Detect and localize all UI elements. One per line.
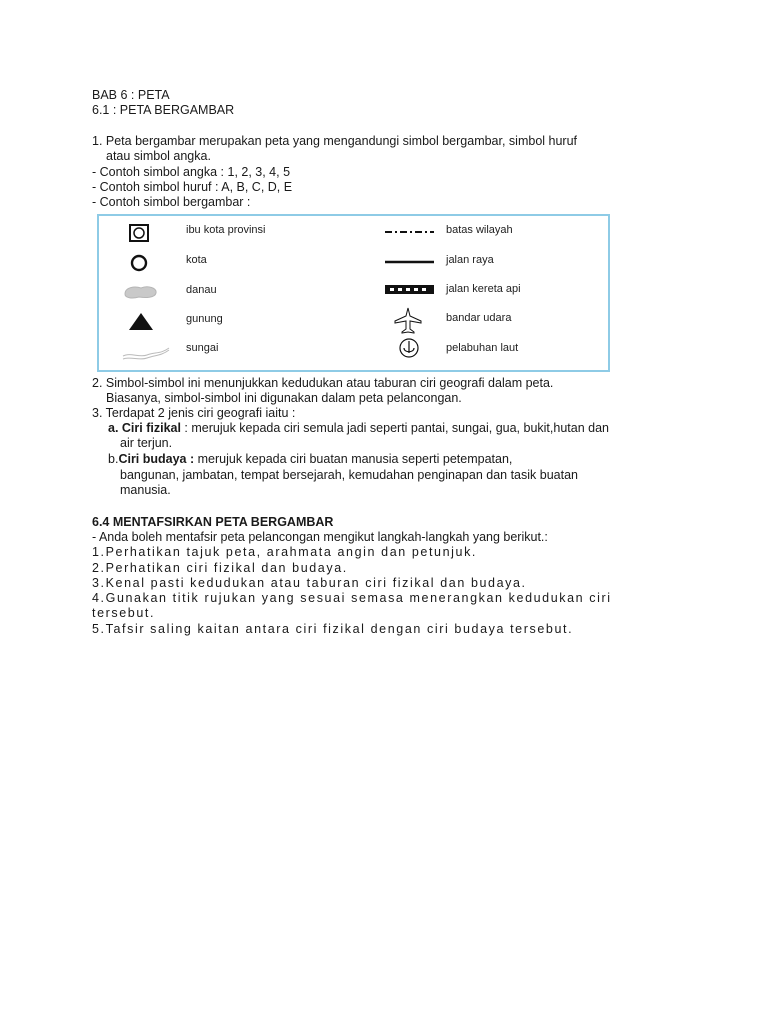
lake-icon: [121, 282, 161, 302]
point-2-line-b: Biasanya, simbol-simbol ini digunakan dalam peta pelancongan.: [106, 391, 462, 405]
section-6-4-intro: - Anda boleh mentafsir peta pelancongan mengikut langkah-langkah yang berikut.:: [92, 530, 548, 544]
railway-icon: [384, 282, 436, 298]
airport-icon: [392, 306, 424, 336]
legend-label-lake: danau: [186, 284, 217, 296]
section-6-4-title: 6.4 MENTAFSIRKAN PETA BERGAMBAR: [92, 515, 334, 529]
legend-label-airport: bandar udara: [446, 312, 512, 324]
item-b-desc: merujuk kepada ciri buatan manusia seperti petempatan,: [194, 452, 513, 466]
legend-label-railway: jalan kereta api: [446, 283, 521, 295]
point-1-line-b: atau simbol angka.: [106, 149, 211, 163]
example-picture-symbol: - Contoh simbol bergambar :: [92, 195, 251, 209]
point-3: 3. Terdapat 2 jenis ciri geografi iaitu :: [92, 406, 296, 420]
item-a-desc: : merujuk kepada ciri semula jadi seperti pantai, sungai, gua, bukit,hutan dan: [180, 421, 609, 435]
point-1-line-a: 1. Peta bergambar merupakan peta yang mengandungi simbol bergambar, simbol huruf: [92, 134, 578, 148]
step-3: 3.Kenal pasti kedudukan atau taburan ciri fizikal dan budaya.: [92, 576, 527, 590]
map-legend: [97, 214, 610, 372]
highway-icon: [384, 254, 436, 270]
river-icon: [121, 342, 173, 364]
legend-label-provincial-capital: ibu kota provinsi: [186, 224, 266, 236]
step-4-continued: tersebut.: [92, 606, 156, 620]
step-5: 5.Tafsir saling kaitan antara ciri fizikal dengan ciri budaya tersebut.: [92, 622, 574, 636]
provincial-capital-icon: [127, 222, 151, 244]
legend-label-boundary: batas wilayah: [446, 224, 513, 236]
point-2-line-a: 2. Simbol-simbol ini menunjukkan kedudukan atau taburan ciri geografi dalam peta.: [92, 376, 554, 390]
legend-label-mountain: gunung: [186, 313, 223, 325]
item-b-prefix: b.: [108, 452, 119, 466]
term-ciri-fizikal: a. Ciri fizikal: [108, 421, 181, 435]
legend-label-highway: jalan raya: [446, 254, 494, 266]
item-b-desc-line3: manusia.: [120, 483, 171, 497]
legend-label-city: kota: [186, 254, 207, 266]
term-ciri-budaya: Ciri budaya :: [118, 452, 195, 466]
chapter-title: BAB 6 : PETA: [92, 88, 170, 102]
section-title: 6.1 : PETA BERGAMBAR: [92, 103, 235, 117]
step-1: 1.Perhatikan tajuk peta, arahmata angin dan petunjuk.: [92, 545, 478, 559]
example-letter-symbol: - Contoh simbol huruf : A, B, C, D, E: [92, 180, 293, 194]
item-a-desc-line2: air terjun.: [120, 436, 173, 450]
seaport-icon: [397, 336, 421, 360]
item-a: [108, 421, 609, 436]
city-icon: [127, 252, 151, 274]
legend-label-river: sungai: [186, 342, 219, 354]
step-2: 2.Perhatikan ciri fizikal dan budaya.: [92, 561, 348, 575]
item-b-desc-line2: bangunan, jambatan, tempat bersejarah, kemudahan penginapan dan tasik buatan: [120, 468, 578, 482]
item-b: [108, 452, 512, 467]
mountain-icon: [127, 310, 155, 332]
legend-label-seaport: pelabuhan laut: [446, 342, 519, 354]
example-number-symbol: - Contoh simbol angka : 1, 2, 3, 4, 5: [92, 165, 291, 179]
step-4: 4.Gunakan titik rujukan yang sesuai semasa menerangkan kedudukan ciri: [92, 591, 612, 605]
boundary-line-icon: [384, 224, 436, 240]
